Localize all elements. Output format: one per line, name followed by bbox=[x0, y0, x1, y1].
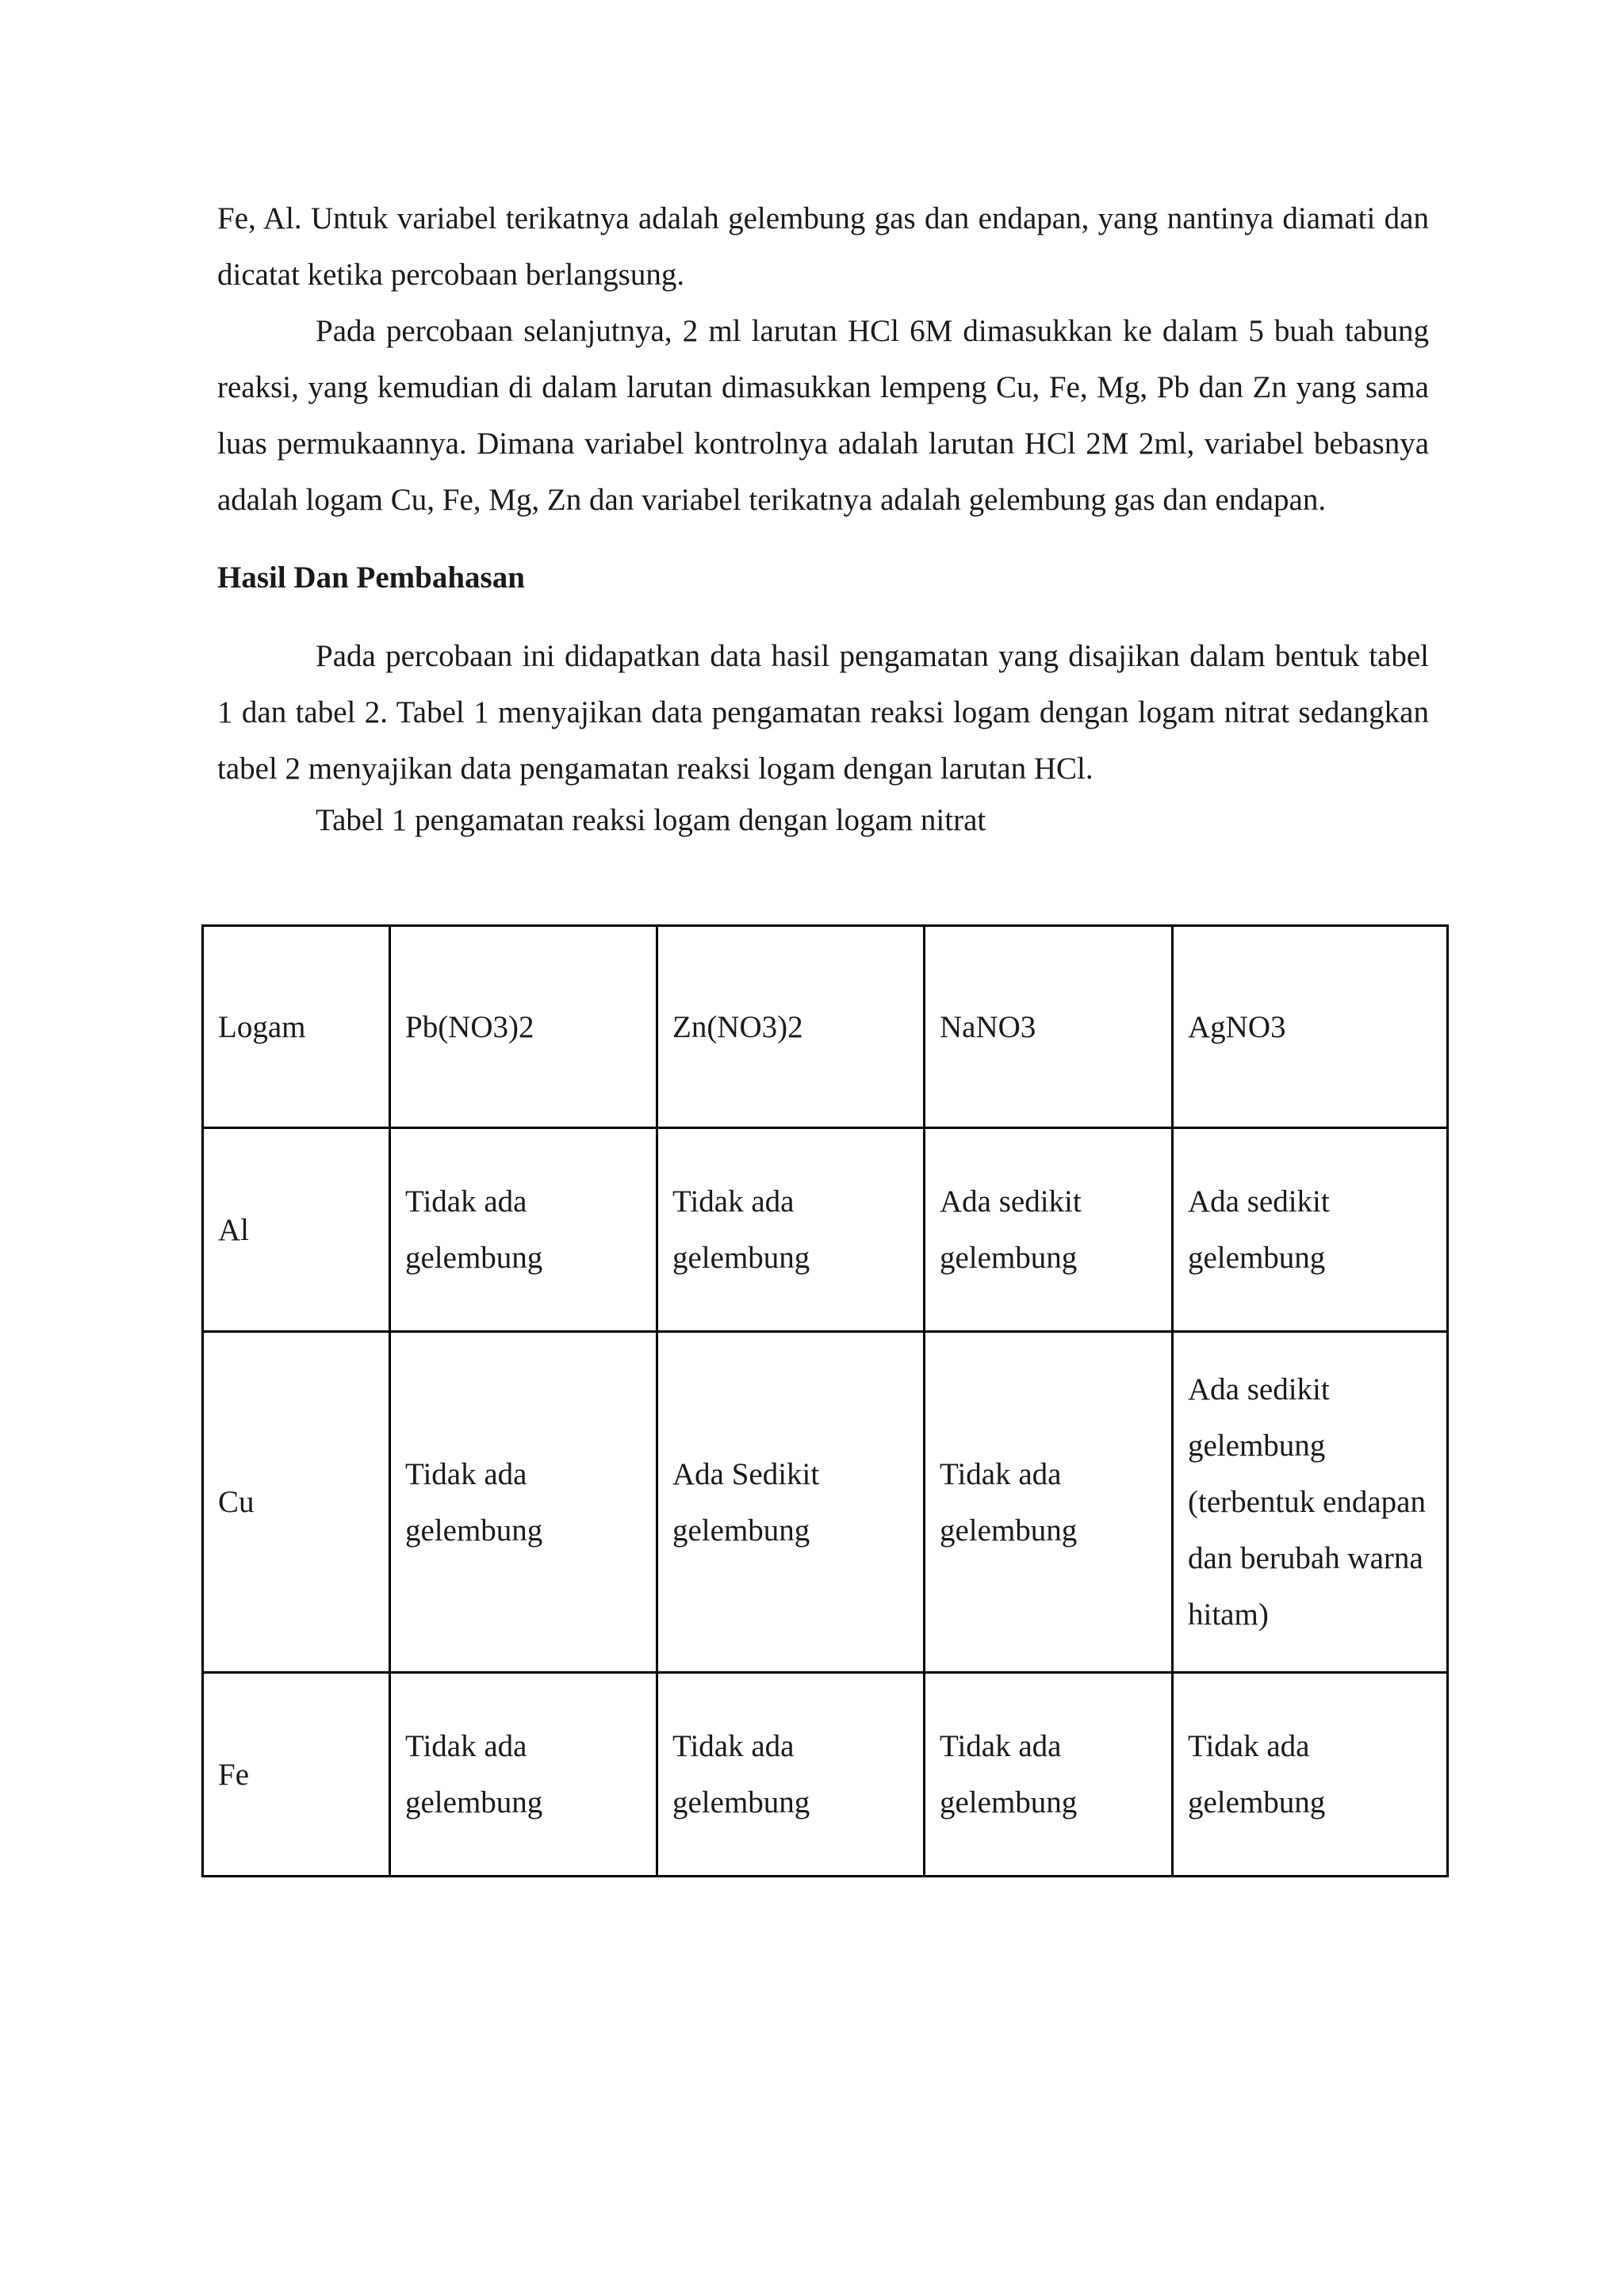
table-row-fe bbox=[203, 1673, 1448, 1877]
table-row-al bbox=[203, 1128, 1448, 1332]
table-header-row bbox=[203, 926, 1448, 1128]
header-cell-ag-nitrate: AgNO3 bbox=[1173, 926, 1448, 1128]
table-row-cu bbox=[203, 1332, 1448, 1673]
document-page bbox=[217, 190, 1429, 844]
header-cell-zn-nitrate: Zn(NO3)2 bbox=[657, 926, 925, 1128]
observation-cell: Tidak ada gelembung bbox=[390, 1673, 657, 1877]
observation-cell: Tidak ada gelembung bbox=[1173, 1673, 1448, 1877]
observation-cell: Ada sedikit gelembung (terbentuk endapan dan berubah warna hitam) bbox=[1173, 1332, 1448, 1673]
paragraph-procedure: Pada percobaan selanjutnya, 2 ml larutan HCl 6M dimasukkan ke dalam 5 buah tabung reaksi, yang kemudian di dalam larutan dimasukkan lempeng Cu, Fe, Mg, Pb dan Zn yang sama luas permukaannya. Dimana variabel kontrolnya adalah larutan HCl 2M 2ml, variabel bebasnya adalah logam Cu, Fe, Mg, Zn dan variabel terikatnya adalah gelembung gas dan endapan. bbox=[217, 314, 1429, 517]
observation-cell: Tidak ada gelembung bbox=[925, 1673, 1173, 1877]
header-cell-na-nitrate: NaNO3 bbox=[925, 926, 1173, 1128]
observation-cell: Tidak ada gelembung bbox=[657, 1673, 925, 1877]
observation-cell: Tidak ada gelembung bbox=[390, 1332, 657, 1673]
observation-cell: Tidak ada gelembung bbox=[925, 1332, 1173, 1673]
observation-cell: Ada sedikit gelembung bbox=[925, 1128, 1173, 1332]
paragraph-intro: Fe, Al. Untuk variabel terikatnya adalah gelembung gas dan endapan, yang nantinya diamati dan dicatat ketika percobaan berlangsung. bbox=[217, 201, 1429, 292]
metal-cell: Al bbox=[203, 1128, 390, 1332]
header-cell-pb-nitrate: Pb(NO3)2 bbox=[390, 926, 657, 1128]
metal-cell: Cu bbox=[203, 1332, 390, 1673]
results-table bbox=[201, 924, 1449, 1877]
header-cell-logam: Logam bbox=[203, 926, 390, 1128]
metal-cell: Fe bbox=[203, 1673, 390, 1877]
table-caption: Tabel 1 pengamatan reaksi logam dengan logam nitrat bbox=[316, 803, 986, 837]
observation-cell: Ada sedikit gelembung bbox=[1173, 1128, 1448, 1332]
observation-cell: Ada Sedikit gelembung bbox=[657, 1332, 925, 1673]
observation-cell: Tidak ada gelembung bbox=[390, 1128, 657, 1332]
paragraph-results: Pada percobaan ini didapatkan data hasil pengamatan yang disajikan dalam bentuk tabel 1 dan tabel 2. Tabel 1 menyajikan data pengamatan reaksi logam dengan logam nitrat sedangkan tabel 2 menyajikan data pengamatan reaksi logam dengan larutan HCl. bbox=[217, 639, 1429, 786]
section-heading: Hasil Dan Pembahasan bbox=[217, 561, 525, 595]
observation-cell: Tidak ada gelembung bbox=[657, 1128, 925, 1332]
